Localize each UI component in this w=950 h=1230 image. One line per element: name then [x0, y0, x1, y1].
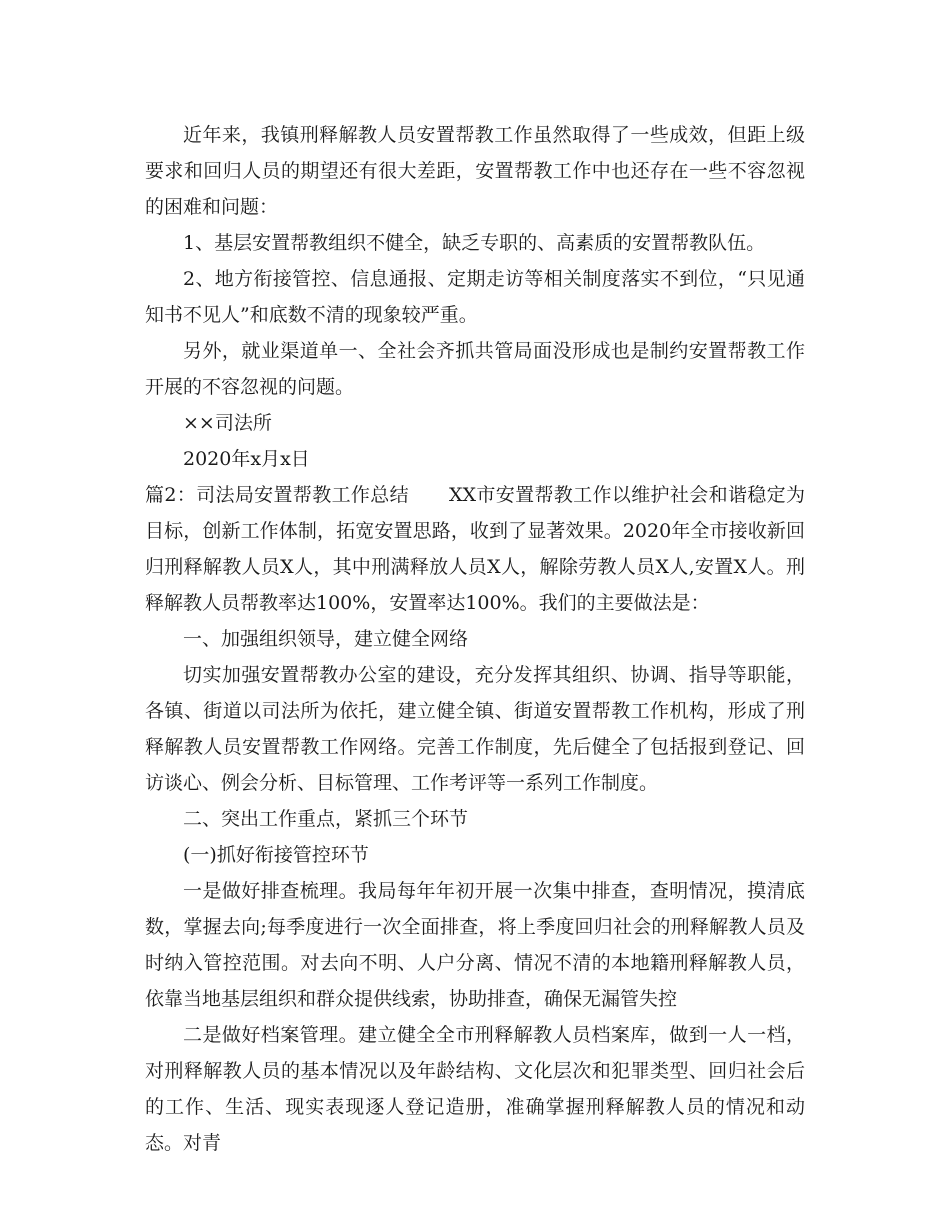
document-body	[145, 117, 805, 1161]
section-heading-1: 一、加强组织领导，建立健全网络	[183, 628, 469, 650]
paragraph-intro-difficulties: 近年来，我镇刑释解教人员安置帮教工作虽然取得了一些成效，但距上级要求和回归人员的期望还有很大差距，安置帮教工作中也还存在一些不容忽视的困难和问题：	[145, 124, 805, 218]
paragraph-issue-1: 1、基层安置帮教组织不健全，缺乏专职的、高素质的安置帮教队伍。	[183, 232, 766, 254]
signature-office: ××司法所	[183, 412, 272, 434]
article-2-intro: XX市安置帮教工作以维护社会和谐稳定为目标，创新工作体制，拓宽安置思路，收到了显著效果。2020年全市接收新回归刑释解教人员X人，其中刑满释放人员X人，解除劳教人员X人,安置X人。刑释解教人员帮教率达100%，安置率达100%。我们的主要做法是：	[145, 484, 806, 614]
article-2-paragraph	[145, 477, 805, 621]
article-2-heading: 篇2：司法局安置帮教工作总结	[145, 484, 409, 506]
subsection-heading-1: (一)抓好衔接管控环节	[183, 844, 369, 866]
paragraph-investigation: 一是做好排查梳理。我局每年年初开展一次集中排查，查明情况，摸清底数，掌握去向;每季度进行一次全面排查，将上季度回归社会的刑释解教人员及时纳入管控范围。对去向不明、人户分离、情况不清的本地籍刑释解教人员，依靠当地基层组织和群众提供线索，协助排查，确保无漏管失控	[145, 880, 805, 1010]
signature-date: 2020年x月x日	[183, 448, 310, 470]
paragraph-archives: 二是做好档案管理。建立健全全市刑释解教人员档案库，做到一人一档，对刑释解教人员的基本情况以及年龄结构、文化层次和犯罪类型、回归社会后的工作、生活、现实表现逐人登记造册，准确掌握刑释解教人员的情况和动态。对青	[145, 1024, 805, 1154]
paragraph-additional-issue: 另外，就业渠道单一、全社会齐抓共管局面没形成也是制约安置帮教工作开展的不容忽视的问题。	[145, 340, 805, 398]
paragraph-organization: 切实加强安置帮教办公室的建设，充分发挥其组织、协调、指导等职能，各镇、街道以司法所为依托，建立健全镇、街道安置帮教工作机构，形成了刑释解教人员安置帮教工作网络。完善工作制度，先后健全了包括报到登记、回访谈心、例会分析、目标管理、工作考评等一系列工作制度。	[145, 664, 805, 794]
paragraph-issue-2: 2、地方衔接管控、信息通报、定期走访等相关制度落实不到位，“只见通知书不见人”和底数不清的现象较严重。	[145, 268, 805, 326]
section-heading-2: 二、突出工作重点，紧抓三个环节	[183, 808, 469, 830]
